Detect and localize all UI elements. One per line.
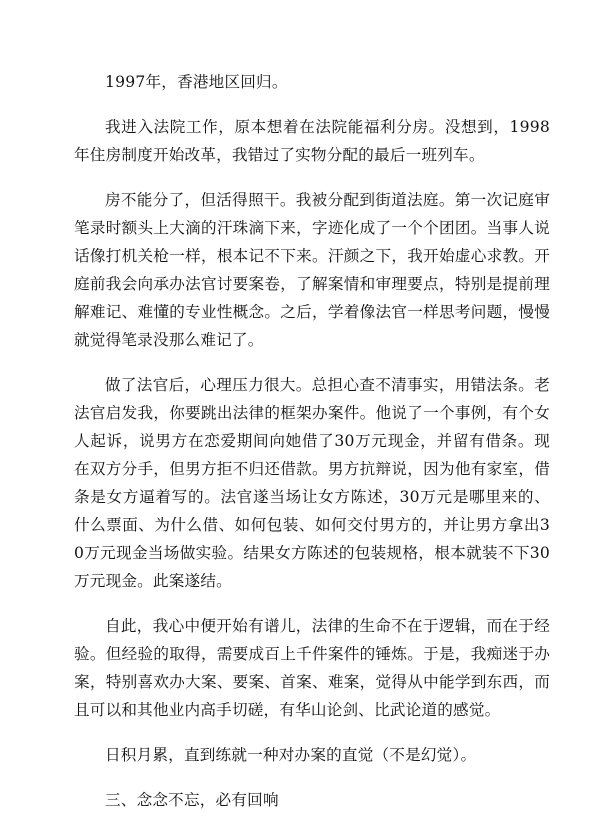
paragraph-experience: 自此，我心中便开始有谱儿，法律的生命不在于逻辑，而在于经验。但经验的取得，需要成百上千件案件的锤炼。于是，我痴迷于办案，特别喜欢办大案、要案、首案、难案，觉得从中能学到东西，而且可以和其他业内高手切磋，有华山论剑、比武论道的感觉。 bbox=[74, 617, 550, 719]
paragraph-joining-court: 我进入法院工作，原本想着在法院能福利分房。没想到，1998年住房制度开始改革，我错过了实物分配的最后一班列车。 bbox=[74, 118, 550, 164]
section-heading-three: 三、念念不忘，必有回响 bbox=[105, 791, 279, 809]
paragraph-intuition: 日积月累，直到练就一种对办案的直觉（不是幻觉）。 bbox=[105, 746, 477, 764]
document-body bbox=[74, 68, 550, 831]
paragraph-street-tribunal: 房不能分了，但活得照干。我被分配到街道法庭。第一次记庭审笔录时额头上大滴的汗珠滴下来，字迹化成了一个个团团。当事人说话像打机关枪一样，根本记不下来。汗颜之下，我开始虚心求教。开庭前我会向承办法官讨要案卷，了解案情和审理要点，特别是提前理解难记、难懂的专业性概念。之后，学着像法官一样思考问题，慢慢就觉得笔录没那么难记了。 bbox=[74, 191, 550, 349]
paragraph-judge-pressure: 做了法官后，心理压力很大。总担心查不清事实，用错法条。老法官启发我，你要跳出法律的框架办案件。他说了一个事例，有个女人起诉，说男方在恋爱期间向她借了30万元现金，并留有借条。现在双方分手，但男方拒不归还借款。男方抗辩说，因为他有家室，借条是女方逼着写的。法官遂当场让女方陈述，30万元是哪里来的、什么票面、为什么借、如何包装、如何交付男方的，并让男方拿出30万元现金当场做实验。结果女方陈述的包装规格，根本就装不下30万元现金。此案遂结。 bbox=[74, 376, 550, 590]
paragraph-1997-handover: 1997年，香港地区回归。 bbox=[105, 73, 288, 91]
